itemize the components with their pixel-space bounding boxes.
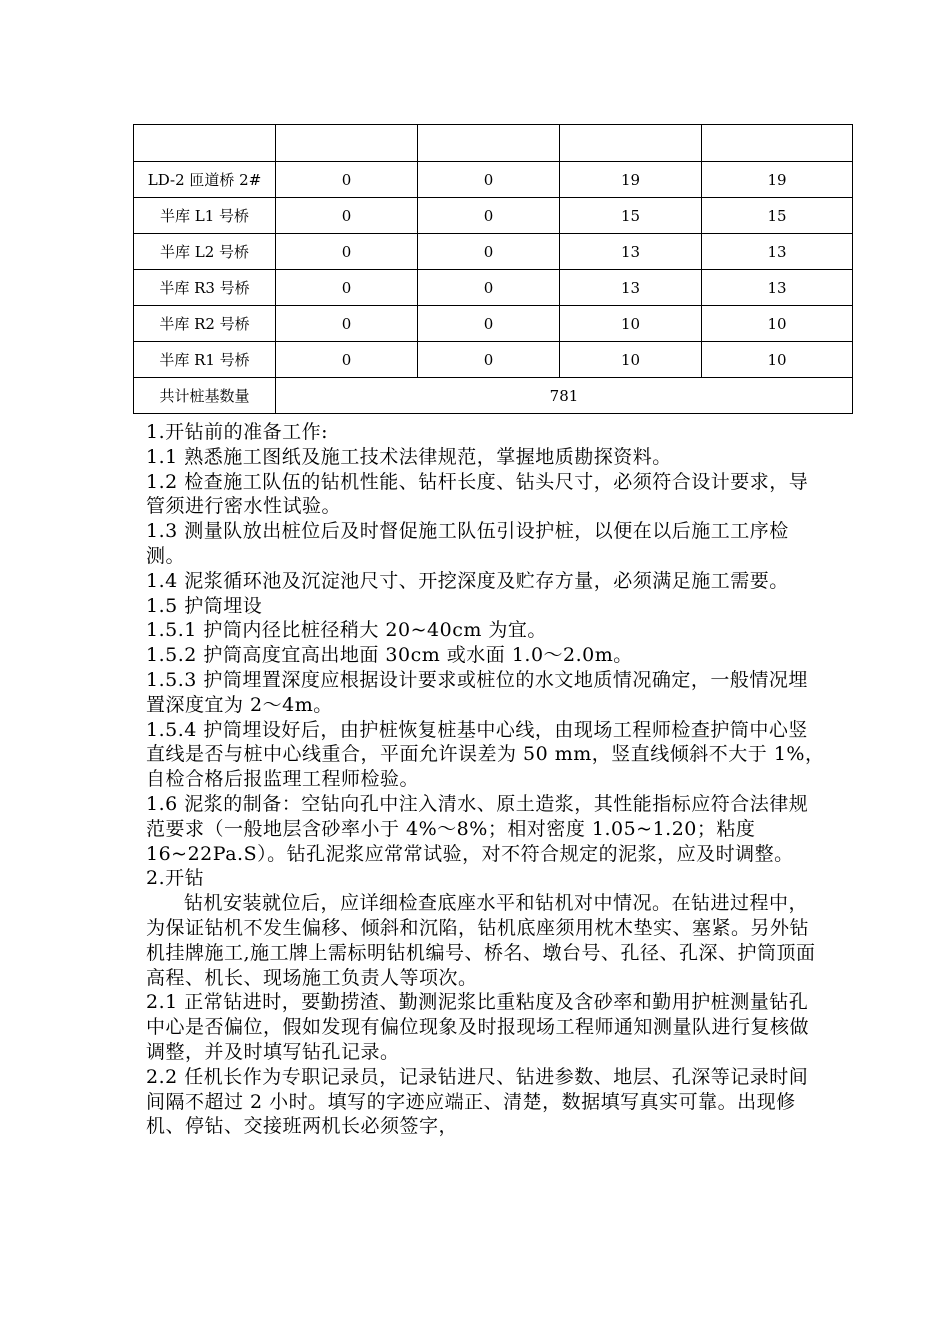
table-cell: 19 xyxy=(560,162,702,198)
section-heading: 1.开钻前的准备工作: xyxy=(146,421,329,443)
table-row xyxy=(134,198,853,234)
table-cell xyxy=(134,125,276,162)
table-cell: 10 xyxy=(702,342,853,378)
table-row xyxy=(134,162,853,198)
table-cell: 0 xyxy=(418,198,560,234)
table-cell xyxy=(560,125,702,162)
table-cell: 0 xyxy=(276,198,418,234)
total-value: 781 xyxy=(276,378,853,414)
bridge-name-cell: 半库 R2 号桥 xyxy=(134,306,276,342)
table-cell: 15 xyxy=(560,198,702,234)
table-cell: 0 xyxy=(276,342,418,378)
paragraph: 1.5.2 护筒高度宜高出地面 30cm 或水面 1.0～2.0m。 xyxy=(146,644,633,667)
paragraph: 1.6 泥浆的制备：空钻向孔中注入清水、原土造浆，其性能指标应符合法律规范要求（一般地层含砂率小于 4%～8%；相对密度 1.05~1.20；粘度 16~22Pa.S）。钻孔泥浆应常常试验，对不符合规定的泥浆，应及时调整。 xyxy=(146,792,809,865)
table-cell: 13 xyxy=(560,234,702,270)
table-cell: 0 xyxy=(418,234,560,270)
table-cell: 0 xyxy=(276,270,418,306)
paragraph: 1.5.1 护筒内径比桩径稍大 20~40cm 为宜。 xyxy=(146,619,547,642)
table-row xyxy=(134,270,853,306)
table-cell xyxy=(702,125,853,162)
table-cell: 10 xyxy=(560,306,702,342)
bridge-name-cell: LD-2 匝道桥 2# xyxy=(134,162,276,198)
table-cell: 0 xyxy=(418,270,560,306)
paragraph: 2.2 任机长作为专职记录员，记录钻进尺、钻进参数、地层、孔深等记录时间间隔不超过 2 小时。填写的字迹应端正、清楚，数据填写真实可靠。出现修机、停钻、交接班两机长必须签字， xyxy=(146,1065,809,1138)
paragraph: 1.5.4 护筒埋设好后，由护桩恢复桩基中心线，由现场工程师检查护筒中心竖直线是否与桩中心线重合，平面允许误差为 50 mm，竖直线倾斜不大于 1%，自检合格后报监理工程师检验。 xyxy=(146,718,825,791)
table-row xyxy=(134,342,853,378)
table-row xyxy=(134,306,853,342)
table-cell: 0 xyxy=(276,234,418,270)
table-cell: 0 xyxy=(418,162,560,198)
table-row xyxy=(134,125,853,162)
table-row xyxy=(134,234,853,270)
bridge-name-cell: 半库 L2 号桥 xyxy=(134,234,276,270)
table-cell: 0 xyxy=(276,162,418,198)
table-cell xyxy=(276,125,418,162)
table-cell: 13 xyxy=(702,234,853,270)
paragraph: 1.5.3 护筒埋置深度应根据设计要求或桩位的水文地质情况确定，一般情况埋置深度宜为 2～4m。 xyxy=(146,668,808,716)
bridge-name-cell: 半库 R3 号桥 xyxy=(134,270,276,306)
table-cell: 10 xyxy=(702,306,853,342)
section-heading: 1.5 护筒埋设 xyxy=(146,594,263,617)
paragraph: 2.1 正常钻进时，要勤捞渣、勤测泥浆比重粘度及含砂率和勤用护桩测量钻孔中心是否偏位，假如发现有偏位现象及时报现场工程师通知测量队进行复核做调整，并及时填写钻孔记录。 xyxy=(146,991,810,1063)
total-row xyxy=(134,378,853,414)
table-cell: 10 xyxy=(560,342,702,378)
total-label: 共计桩基数量 xyxy=(134,378,276,414)
paragraph: 1.4 泥浆循环池及沉淀池尺寸、开挖深度及贮存方量，必须满足施工需要。 xyxy=(146,569,789,592)
table-cell: 15 xyxy=(702,198,853,234)
paragraph: 1.3 测量队放出桩位后及时督促施工队伍引设护桩，以便在以后施工工序检测。 xyxy=(146,520,789,567)
paragraph: 1.2 检查施工队伍的钻机性能、钻杆长度、钻头尺寸，必须符合设计要求，导管须进行密水性试验。 xyxy=(146,470,809,518)
table-cell: 0 xyxy=(418,342,560,378)
table-cell: 0 xyxy=(276,306,418,342)
bridge-name-cell: 半库 L1 号桥 xyxy=(134,198,276,234)
paragraph: 1.1 熟悉施工图纸及施工技术法律规范，掌握地质勘探资料。 xyxy=(146,445,672,468)
table-cell: 19 xyxy=(702,162,853,198)
pile-count-table xyxy=(133,124,853,414)
document-body xyxy=(146,420,826,1139)
table-cell xyxy=(418,125,560,162)
table-cell: 13 xyxy=(560,270,702,306)
table-cell: 0 xyxy=(418,306,560,342)
paragraph: 钻机安装就位后，应详细检查底座水平和钻机对中情况。在钻进过程中，为保证钻机不发生偏移、倾斜和沉陷，钻机底座须用枕木垫实、塞紧。另外钻机挂牌施工,施工牌上需标明钻机编号、桥名、墩台号、孔径、孔深、护筒顶面高程、机长、现场施工负责人等项次。 xyxy=(146,892,816,989)
table-cell: 13 xyxy=(702,270,853,306)
bridge-name-cell: 半库 R1 号桥 xyxy=(134,342,276,378)
section-heading: 2.开钻 xyxy=(146,867,205,890)
